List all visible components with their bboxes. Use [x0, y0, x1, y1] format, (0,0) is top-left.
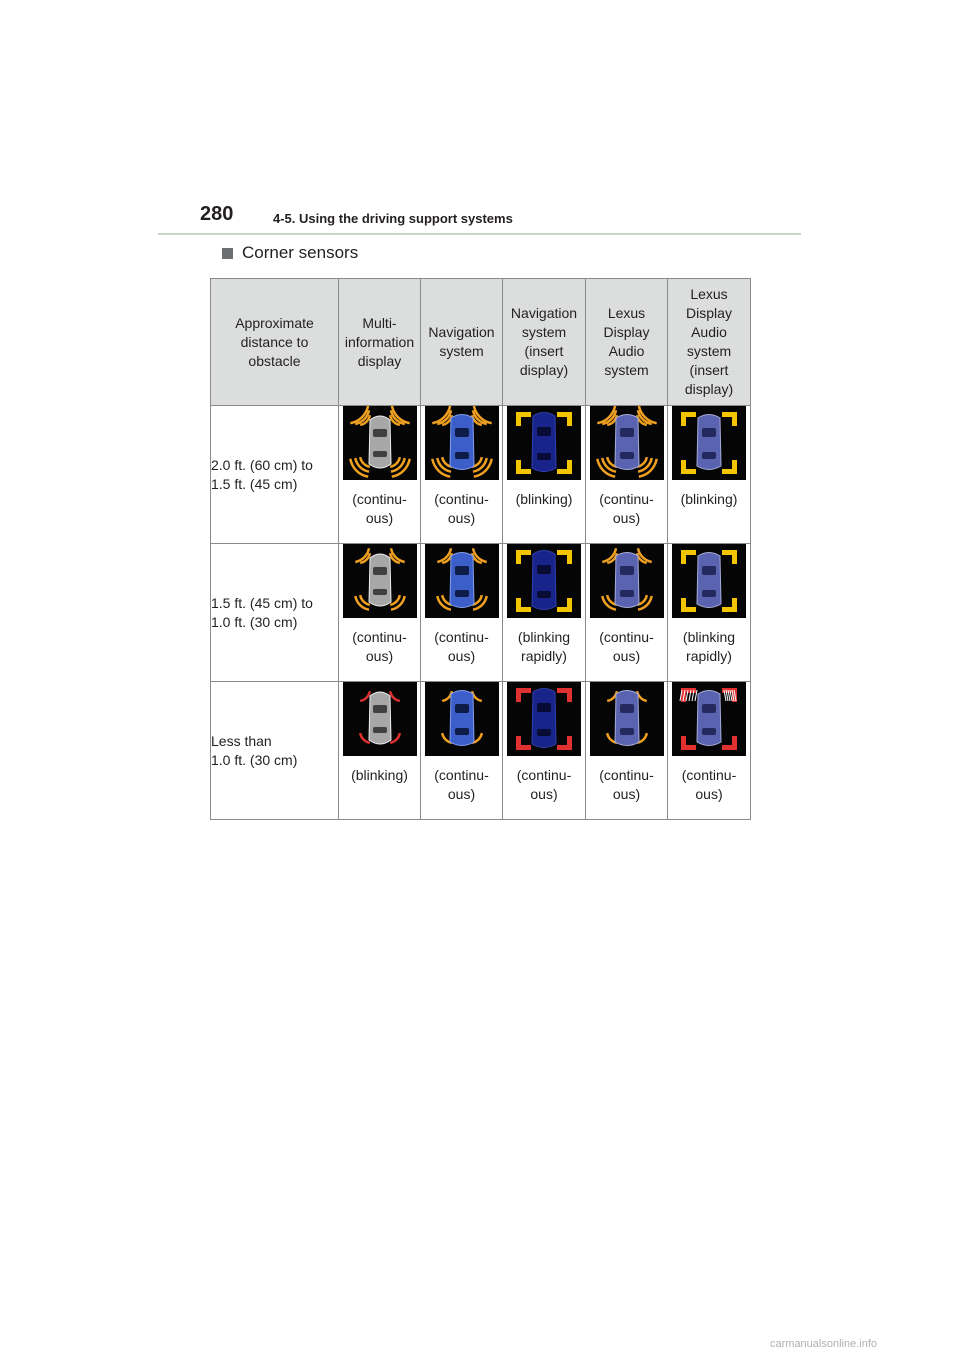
table-header-row	[211, 279, 751, 406]
display-mode-caption: (blinking)	[515, 491, 573, 507]
display-cell	[668, 544, 751, 682]
parking-sensor-display-icon	[425, 544, 499, 618]
distance-cell: 2.0 ft. (60 cm) to 1.5 ft. (45 cm)	[211, 406, 339, 544]
display-mode-caption: (continu- ous)	[352, 491, 407, 526]
parking-sensor-display-icon	[507, 682, 581, 756]
parking-sensor-display-icon	[425, 682, 499, 756]
display-mode-caption: (continu- ous)	[599, 491, 654, 526]
display-mode-caption: (continu- ous)	[434, 767, 489, 802]
parking-sensor-display-icon	[590, 406, 664, 480]
table-row	[211, 406, 751, 544]
distance-cell: Less than 1.0 ft. (30 cm)	[211, 682, 339, 820]
display-cell	[586, 406, 668, 544]
display-mode-caption: (continu- ous)	[599, 629, 654, 664]
parking-sensor-display-icon	[672, 682, 746, 756]
display-mode-caption: (continu- ous)	[516, 767, 572, 802]
col-header-mid: Multi- information display	[339, 279, 421, 406]
display-mode-caption: (continu- ous)	[599, 767, 654, 802]
display-cell	[503, 682, 586, 820]
table-row	[211, 544, 751, 682]
display-cell	[339, 682, 421, 820]
parking-sensor-display-icon	[590, 682, 664, 756]
display-cell	[668, 682, 751, 820]
display-cell	[503, 406, 586, 544]
col-header-distance: Approximate distance to obstacle	[211, 279, 339, 406]
display-mode-caption: (continu- ous)	[681, 767, 737, 802]
display-mode-caption: (blinking)	[351, 767, 408, 783]
sensor-table	[210, 278, 751, 820]
parking-sensor-display-icon	[343, 406, 417, 480]
col-header-lexus-display-audio-insert: Lexus Display Audio system (insert display)	[668, 279, 751, 406]
col-header-navigation-insert: Navigation system (insert display)	[503, 279, 586, 406]
col-header-navigation: Navigation system	[421, 279, 503, 406]
footer-site: carmanualsonline.info	[770, 1338, 878, 1350]
parking-sensor-display-icon	[343, 544, 417, 618]
display-cell	[421, 682, 503, 820]
page-number: 280	[200, 203, 234, 225]
section-title: 4-5. Using the driving support systems	[273, 211, 513, 226]
display-mode-caption: (blinking)	[680, 491, 738, 507]
display-mode-caption: (continu- ous)	[352, 629, 407, 664]
parking-sensor-display-icon	[343, 682, 417, 756]
display-mode-caption: (blinking rapidly)	[682, 629, 736, 664]
parking-sensor-display-icon	[672, 544, 746, 618]
display-mode-caption: (continu- ous)	[434, 491, 489, 526]
parking-sensor-display-icon	[507, 544, 581, 618]
header-rule	[158, 233, 801, 235]
display-mode-caption: (blinking rapidly)	[517, 629, 571, 664]
display-cell	[586, 682, 668, 820]
parking-sensor-display-icon	[672, 406, 746, 480]
display-cell	[503, 544, 586, 682]
display-cell	[586, 544, 668, 682]
subheading-text: Corner sensors	[242, 243, 359, 262]
subheading	[222, 243, 358, 263]
parking-sensor-display-icon	[590, 544, 664, 618]
table-row	[211, 682, 751, 820]
display-cell	[668, 406, 751, 544]
col-header-lexus-display-audio: Lexus Display Audio system	[586, 279, 668, 406]
display-mode-caption: (continu- ous)	[434, 629, 489, 664]
display-cell	[421, 406, 503, 544]
parking-sensor-display-icon	[425, 406, 499, 480]
display-cell	[339, 544, 421, 682]
square-bullet-icon	[222, 248, 233, 259]
distance-cell: 1.5 ft. (45 cm) to 1.0 ft. (30 cm)	[211, 544, 339, 682]
display-cell	[339, 406, 421, 544]
parking-sensor-display-icon	[507, 406, 581, 480]
display-cell	[421, 544, 503, 682]
